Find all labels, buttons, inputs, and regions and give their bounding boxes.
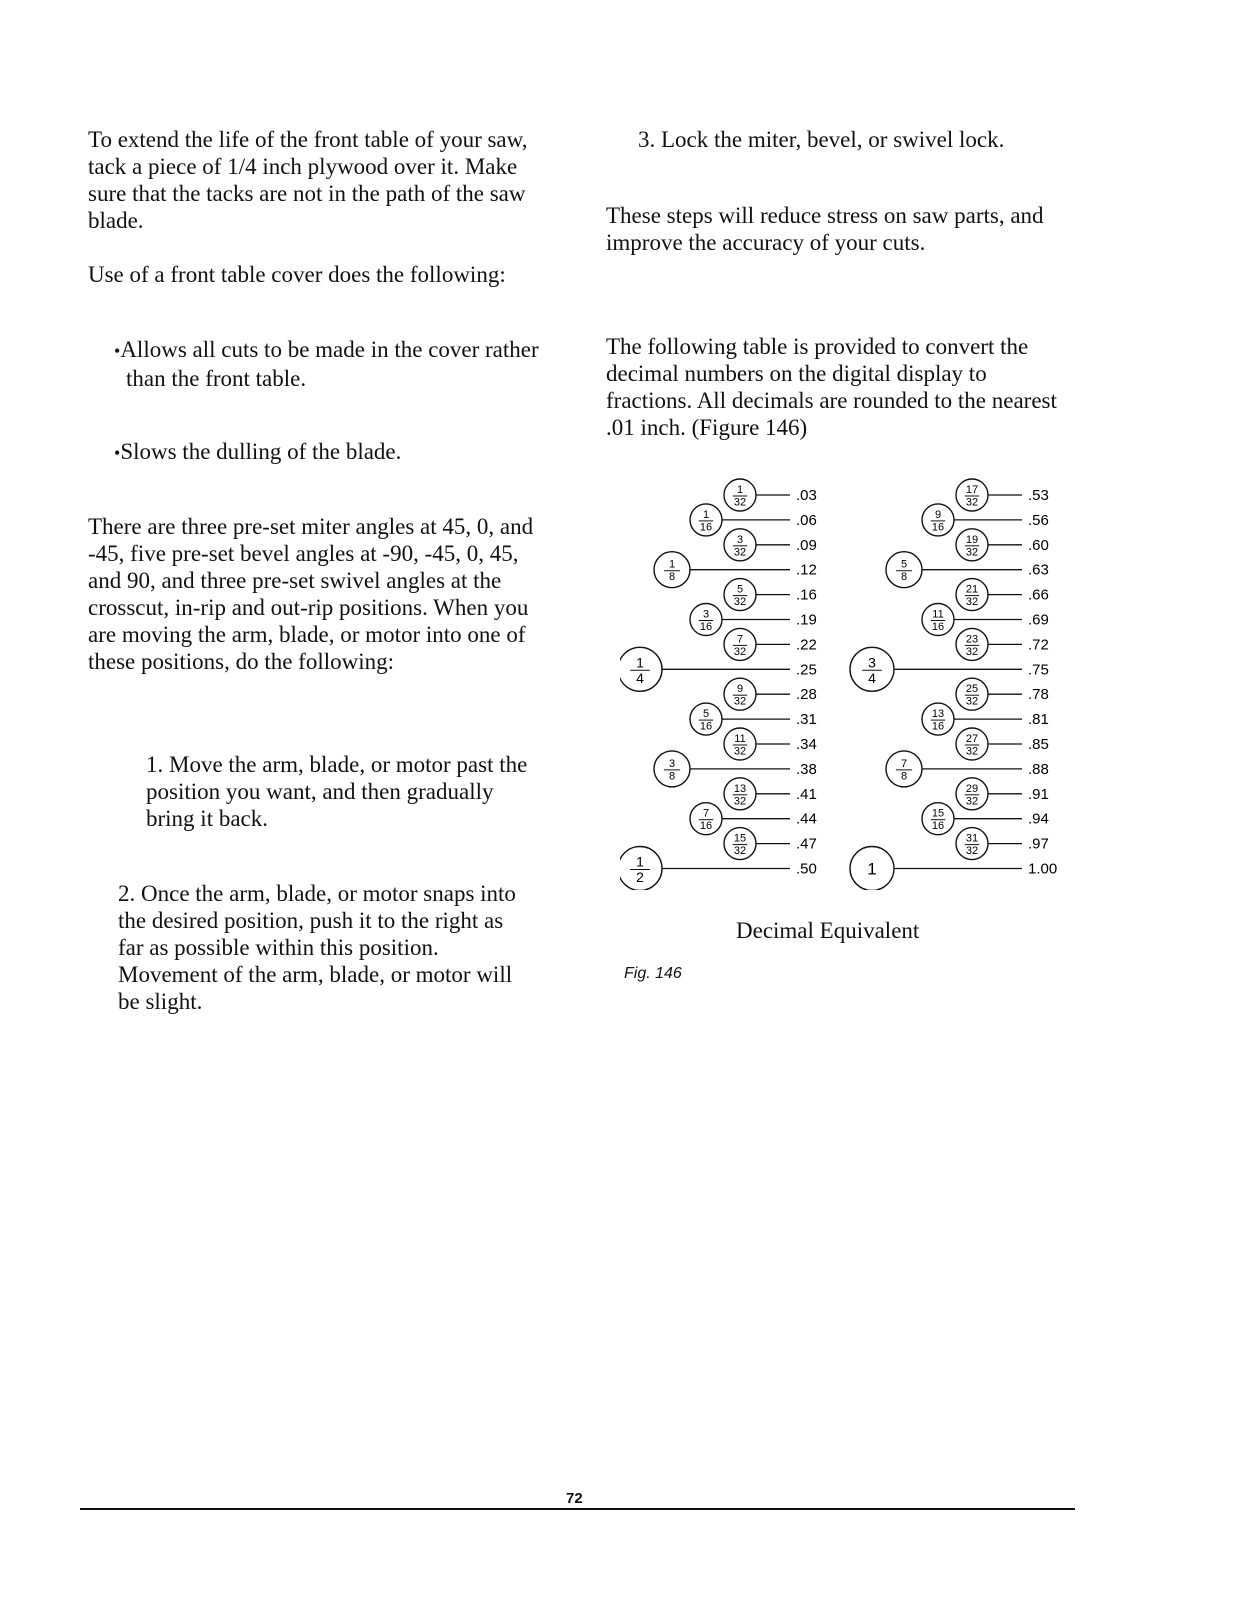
- fraction-numerator: 5: [900, 558, 908, 571]
- fraction-numerator: 19: [965, 533, 979, 546]
- fraction-denominator: 16: [699, 820, 713, 833]
- bullet-item: [114, 336, 546, 392]
- fraction-numerator: 1: [636, 853, 644, 870]
- fraction-denominator: 16: [931, 720, 945, 733]
- footer-rule: [80, 1508, 1075, 1510]
- fraction-denominator: 4: [868, 669, 876, 686]
- bullet-item: [114, 438, 546, 467]
- decimal-value: .56: [1028, 511, 1049, 529]
- step-3: 3. Lock the miter, bevel, or swivel lock.: [638, 127, 1005, 152]
- bullet-icon: •: [114, 443, 121, 463]
- decimal-value: .63: [1028, 561, 1049, 579]
- bullet-text: Slows the dulling of the blade.: [120, 439, 402, 464]
- decimal-value: .47: [796, 835, 817, 853]
- fraction-numerator: 1: [668, 558, 676, 571]
- decimal-value: .38: [796, 760, 817, 778]
- fraction-numerator: 15: [931, 807, 945, 820]
- fraction-numerator: 3: [736, 533, 744, 546]
- page-number: 72: [566, 1490, 583, 1507]
- steps-benefit-paragraph: These steps will reduce stress on saw parts, and improve the accuracy of your cuts.: [606, 203, 1044, 255]
- fraction-whole: 1: [867, 859, 877, 879]
- table-intro-paragraph: The following table is provided to convert the decimal numbers on the digital display to fractions. All decimals are rounded to the nearest .01 inch. (Figure 146): [606, 334, 1057, 440]
- bullet-icon: •: [114, 341, 121, 361]
- decimal-value: .94: [1028, 810, 1049, 828]
- fraction-denominator: 32: [733, 546, 747, 559]
- fraction-numerator: 7: [736, 633, 744, 646]
- fraction-numerator: 9: [736, 683, 744, 696]
- decimal-value: .91: [1028, 785, 1049, 803]
- decimal-value: .16: [796, 586, 817, 604]
- decimal-value: .78: [1028, 686, 1049, 704]
- fraction-numerator: 13: [733, 782, 747, 795]
- fraction-numerator: 5: [736, 583, 744, 596]
- decimal-value: .22: [796, 636, 817, 654]
- step-1: 1. Move the arm, blade, or motor past the position you want, and then gradually bring it back.: [146, 752, 528, 831]
- fraction-denominator: 8: [900, 571, 908, 584]
- decimal-value: .41: [796, 785, 817, 803]
- fraction-denominator: 32: [965, 596, 979, 609]
- cover-uses-paragraph: Use of a front table cover does the following:: [88, 262, 506, 287]
- decimal-value: .72: [1028, 636, 1049, 654]
- decimal-value: .60: [1028, 536, 1049, 554]
- fraction-numerator: 23: [965, 633, 979, 646]
- fraction-denominator: 32: [733, 596, 747, 609]
- fraction-numerator: 13: [931, 708, 945, 721]
- figure-label: Fig. 146: [624, 965, 682, 982]
- decimal-value: .75: [1028, 661, 1049, 679]
- step-2: 2. Once the arm, blade, or motor snaps into the desired position, push it to the right as far as possible within this position. Movement of the arm, blade, or motor will be slight.: [118, 881, 516, 1014]
- decimal-value: .19: [796, 611, 817, 629]
- fraction-numerator: 7: [702, 807, 710, 820]
- fraction-denominator: 32: [965, 795, 979, 808]
- fraction-denominator: 32: [733, 695, 747, 708]
- fraction-denominator: 32: [965, 645, 979, 658]
- fraction-numerator: 7: [900, 757, 908, 770]
- fraction-denominator: 32: [733, 845, 747, 858]
- fraction-denominator: 4: [636, 669, 644, 686]
- fraction-denominator: 8: [900, 770, 908, 783]
- decimal-value: .44: [796, 810, 817, 828]
- decimal-value: .28: [796, 686, 817, 704]
- fraction-numerator: 27: [965, 733, 979, 745]
- fraction-numerator: 9: [934, 508, 942, 521]
- fraction-numerator: 11: [932, 608, 944, 621]
- fraction-numerator: 17: [965, 484, 979, 496]
- intro-paragraph: To extend the life of the front table of your saw, tack a piece of 1/4 inch plywood over it. Make sure that the tacks are not in the path of the saw blade.: [88, 127, 528, 233]
- fraction-numerator: 29: [965, 782, 979, 795]
- decimal-value: .69: [1028, 611, 1049, 629]
- fraction-numerator: 1: [702, 508, 710, 521]
- fraction-numerator: 3: [668, 757, 676, 770]
- fraction-denominator: 16: [699, 720, 713, 733]
- fraction-denominator: 8: [668, 571, 676, 584]
- preset-angles-paragraph: There are three pre-set miter angles at 45, 0, and -45, five pre-set bevel angles at -90, -45, 0, 45, and 90, and three pre-set swivel angles at the crosscut, in-rip and out-rip positions. When you are moving the arm, blade, or motor into one of these positions, do the following:: [88, 514, 534, 674]
- chart-title: Decimal Equivalent: [736, 918, 920, 943]
- decimal-value: .34: [796, 736, 817, 753]
- decimal-value: .97: [1028, 835, 1049, 853]
- fraction-numerator: 11: [734, 733, 746, 745]
- decimal-value: .25: [796, 661, 817, 679]
- fraction-denominator: 16: [699, 521, 713, 534]
- fraction-numerator: 21: [965, 583, 979, 596]
- fraction-denominator: 32: [965, 695, 979, 708]
- fraction-numerator: 1: [636, 654, 644, 671]
- fraction-numerator: 25: [965, 683, 979, 696]
- decimal-value: .09: [796, 536, 817, 554]
- decimal-value: .53: [1028, 487, 1049, 504]
- decimal-value: .88: [1028, 760, 1049, 778]
- fraction-denominator: 32: [965, 845, 979, 858]
- decimal-equivalent-chart: [620, 470, 1080, 890]
- fraction-denominator: 16: [699, 621, 713, 633]
- decimal-value: .50: [796, 860, 817, 878]
- fraction-numerator: 1: [736, 484, 744, 496]
- fraction-numerator: 3: [868, 654, 876, 671]
- decimal-value: .03: [796, 487, 817, 504]
- fraction-numerator: 3: [702, 608, 710, 621]
- fraction-denominator: 32: [965, 745, 979, 758]
- decimal-value: .06: [796, 511, 817, 529]
- decimal-value: .85: [1028, 736, 1049, 753]
- fraction-denominator: 32: [965, 496, 979, 509]
- fraction-numerator: 5: [702, 708, 710, 721]
- decimal-value: .81: [1028, 711, 1049, 729]
- fraction-denominator: 32: [733, 745, 747, 758]
- fraction-denominator: 16: [931, 820, 945, 833]
- fraction-denominator: 32: [965, 546, 979, 559]
- fraction-denominator: 16: [931, 621, 945, 633]
- decimal-value: .31: [796, 711, 817, 729]
- fraction-numerator: 15: [733, 832, 747, 845]
- fraction-denominator: 8: [668, 770, 676, 783]
- fraction-denominator: 16: [931, 521, 945, 534]
- fraction-numerator: 31: [965, 832, 979, 845]
- fraction-denominator: 2: [636, 869, 644, 885]
- fraction-denominator: 32: [733, 645, 747, 658]
- fraction-denominator: 32: [733, 795, 747, 808]
- decimal-value: 1.00: [1028, 860, 1058, 878]
- bullet-text: Allows all cuts to be made in the cover rather than the front table.: [120, 337, 539, 391]
- fraction-denominator: 32: [733, 496, 747, 509]
- decimal-value: .12: [796, 561, 817, 579]
- decimal-value: .66: [1028, 586, 1049, 604]
